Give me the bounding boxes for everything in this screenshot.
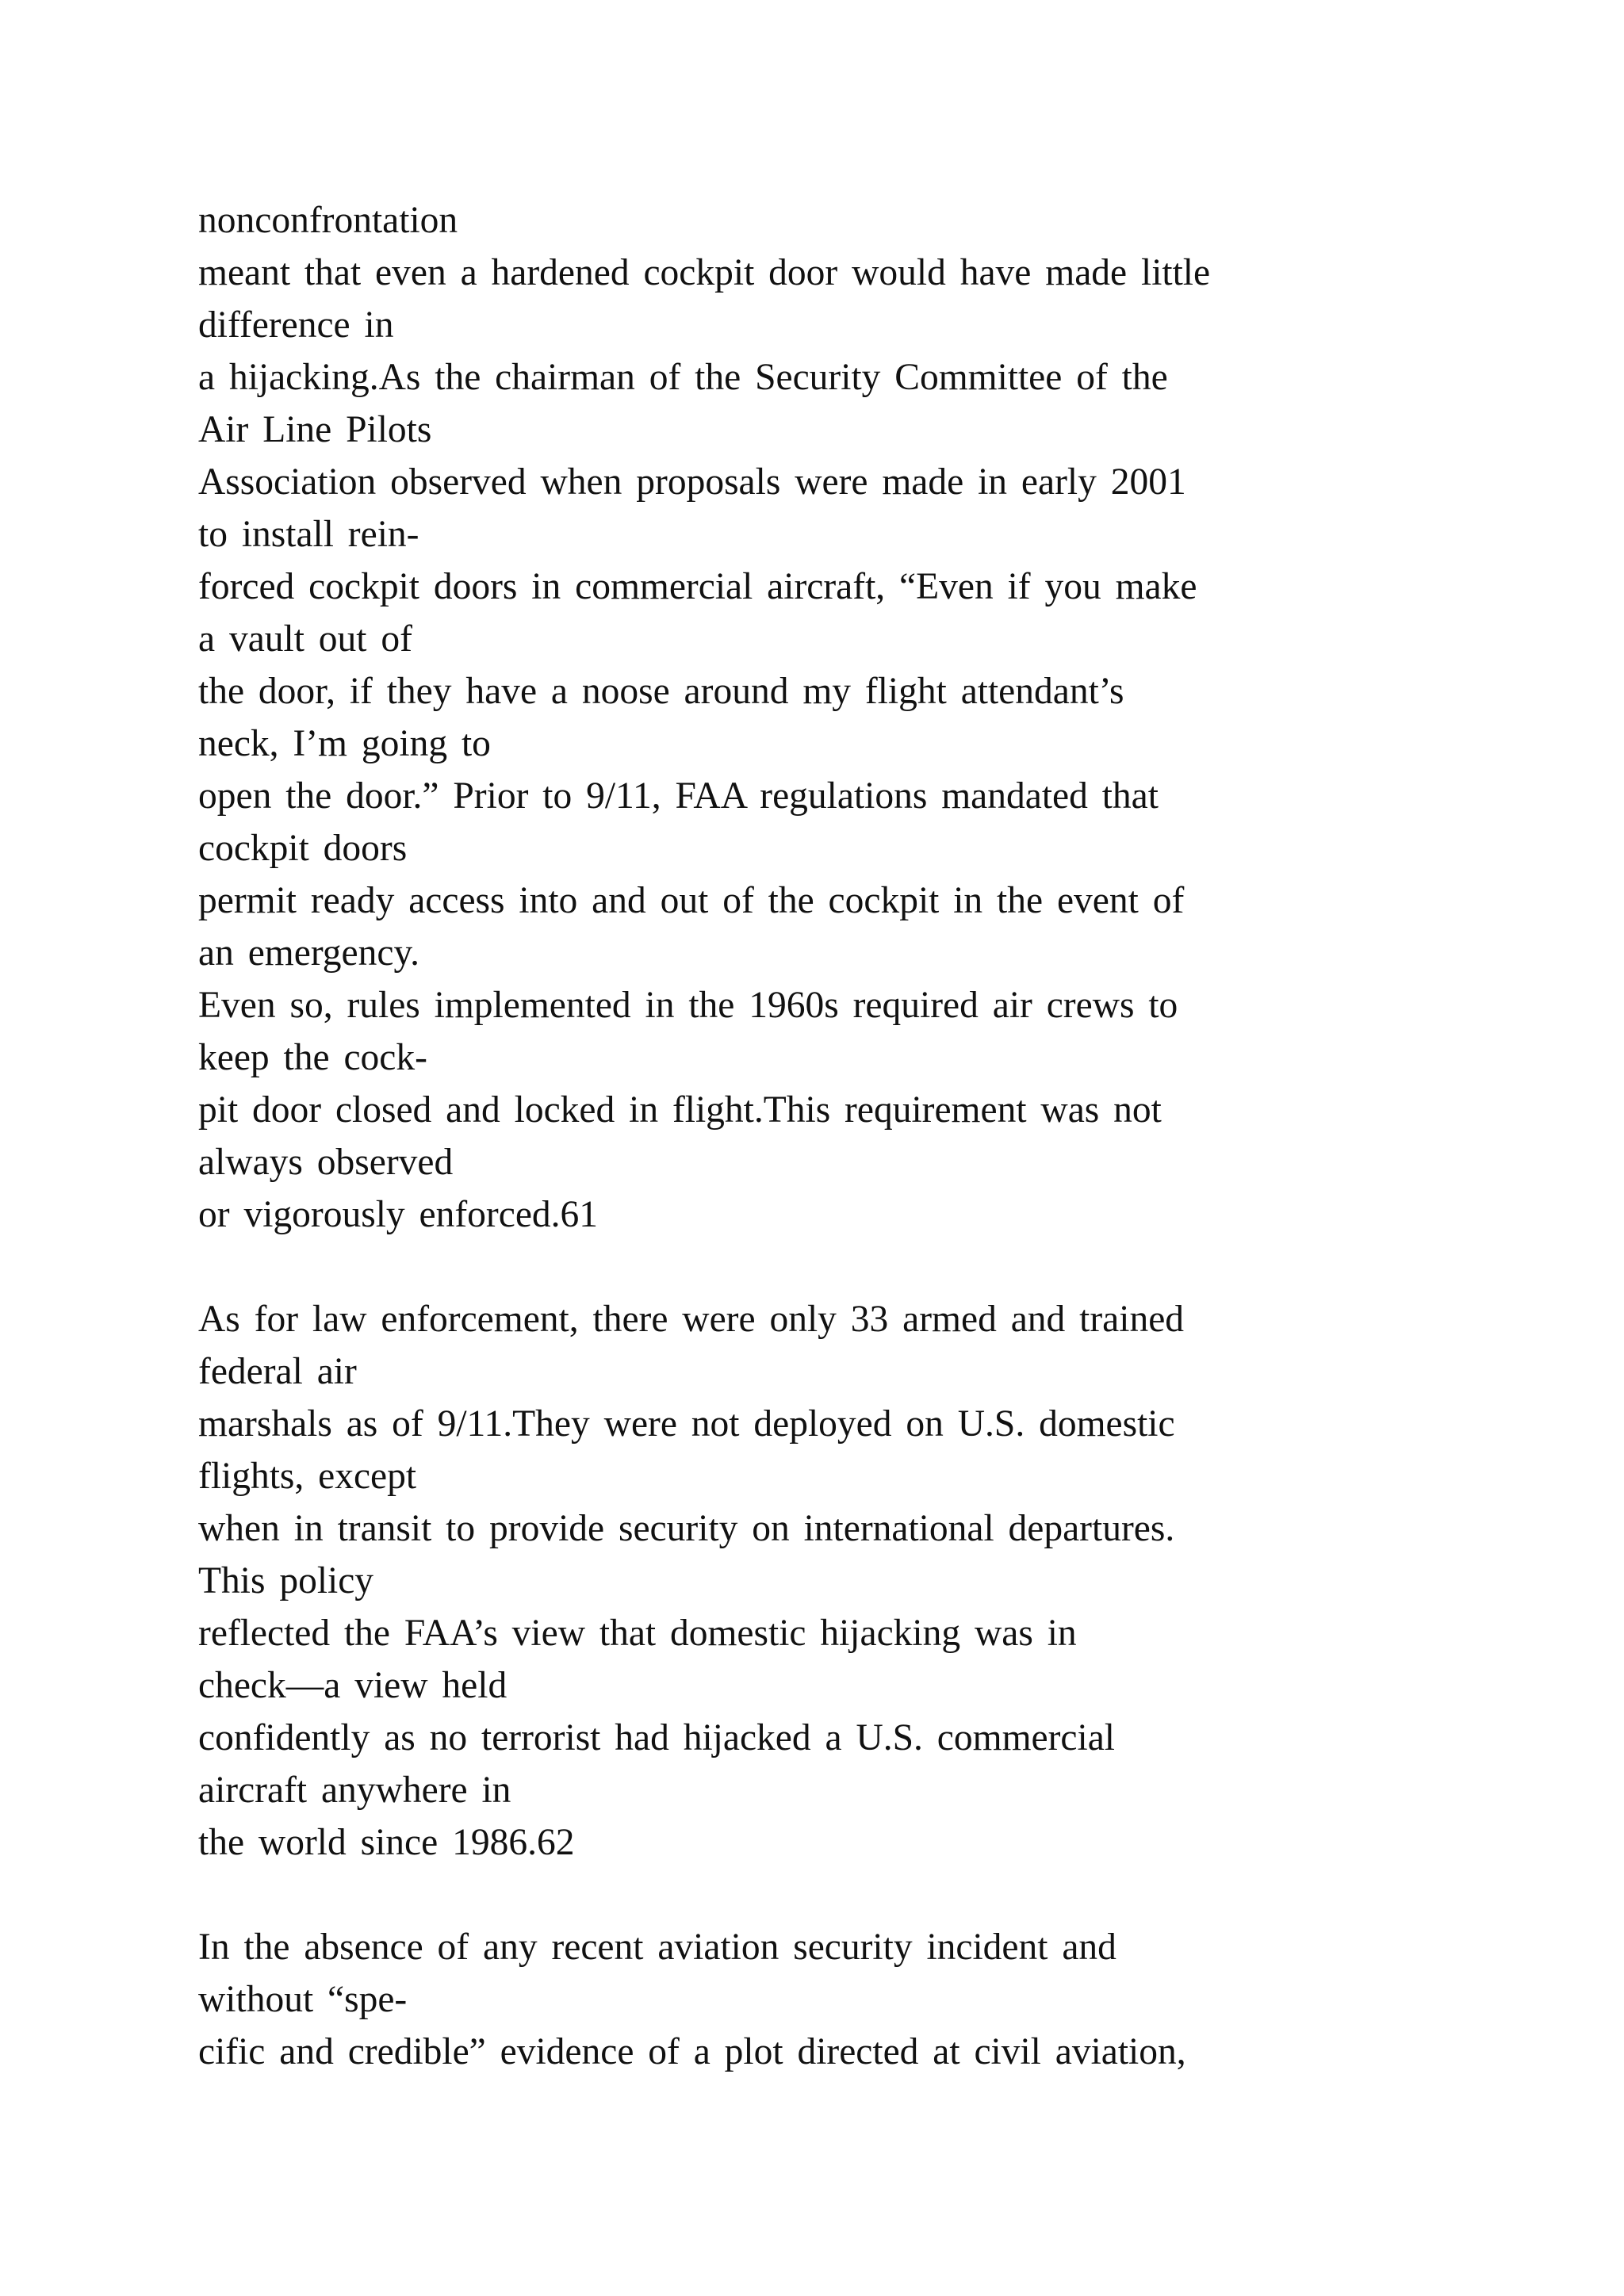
text-line: confidently as no terrorist had hijacked a U.S. commercial xyxy=(198,1717,1115,1758)
paragraph-air-marshals xyxy=(198,1293,1435,1869)
text-line: federal air xyxy=(198,1351,357,1392)
text-line: the door, if they have a noose around my flight attendant’s xyxy=(198,671,1124,712)
paragraph-break xyxy=(198,1869,1435,1921)
text-line: an emergency. xyxy=(198,932,419,974)
text-line: aircraft anywhere in xyxy=(198,1770,511,1811)
document-page xyxy=(198,194,1435,2078)
text-line: reflected the FAA’s view that domestic hijacking was in xyxy=(198,1613,1077,1654)
text-line: to install rein- xyxy=(198,514,419,555)
text-line: pit door closed and locked in flight.This requirement was not xyxy=(198,1089,1162,1131)
text-line: Even so, rules implemented in the 1960s required air crews to xyxy=(198,985,1178,1026)
text-line: a hijacking.As the chairman of the Security Committee of the xyxy=(198,357,1168,398)
text-line: This policy xyxy=(198,1560,374,1601)
text-line: marshals as of 9/11.They were not deployed on U.S. domestic xyxy=(198,1403,1175,1445)
paragraph-break xyxy=(198,1241,1435,1293)
text-line: nonconfrontation xyxy=(198,200,458,241)
text-line: keep the cock- xyxy=(198,1037,427,1078)
text-line: or vigorously enforced.61 xyxy=(198,1194,599,1235)
text-line: cockpit doors xyxy=(198,828,408,869)
paragraph-cockpit-doors xyxy=(198,194,1435,1241)
text-line: In the absence of any recent aviation security incident and xyxy=(198,1927,1116,1968)
text-line: permit ready access into and out of the cockpit in the event of xyxy=(198,880,1185,921)
text-line: always observed xyxy=(198,1142,454,1183)
text-line: the world since 1986.62 xyxy=(198,1822,575,1863)
text-line: open the door.” Prior to 9/11, FAA regulations mandated that xyxy=(198,775,1159,817)
text-line: Association observed when proposals were made in early 2001 xyxy=(198,461,1186,503)
text-line: without “spe- xyxy=(198,1979,408,2020)
text-line: meant that even a hardened cockpit door would have made little xyxy=(198,252,1211,293)
text-line: difference in xyxy=(198,304,394,346)
text-line: a vault out of xyxy=(198,618,412,660)
text-line: cific and credible” evidence of a plot directed at civil aviation, xyxy=(198,2031,1186,2072)
text-line: forced cockpit doors in commercial aircraft, “Even if you make xyxy=(198,566,1197,607)
text-line: when in transit to provide security on international departures. xyxy=(198,1508,1175,1549)
text-line: neck, I’m going to xyxy=(198,723,491,764)
text-line: flights, except xyxy=(198,1456,417,1497)
text-line: Air Line Pilots xyxy=(198,409,432,450)
text-line: As for law enforcement, there were only 33 armed and trained xyxy=(198,1299,1185,1340)
paragraph-absence-of-incident xyxy=(198,1921,1435,2078)
text-line: check—a view held xyxy=(198,1665,508,1706)
